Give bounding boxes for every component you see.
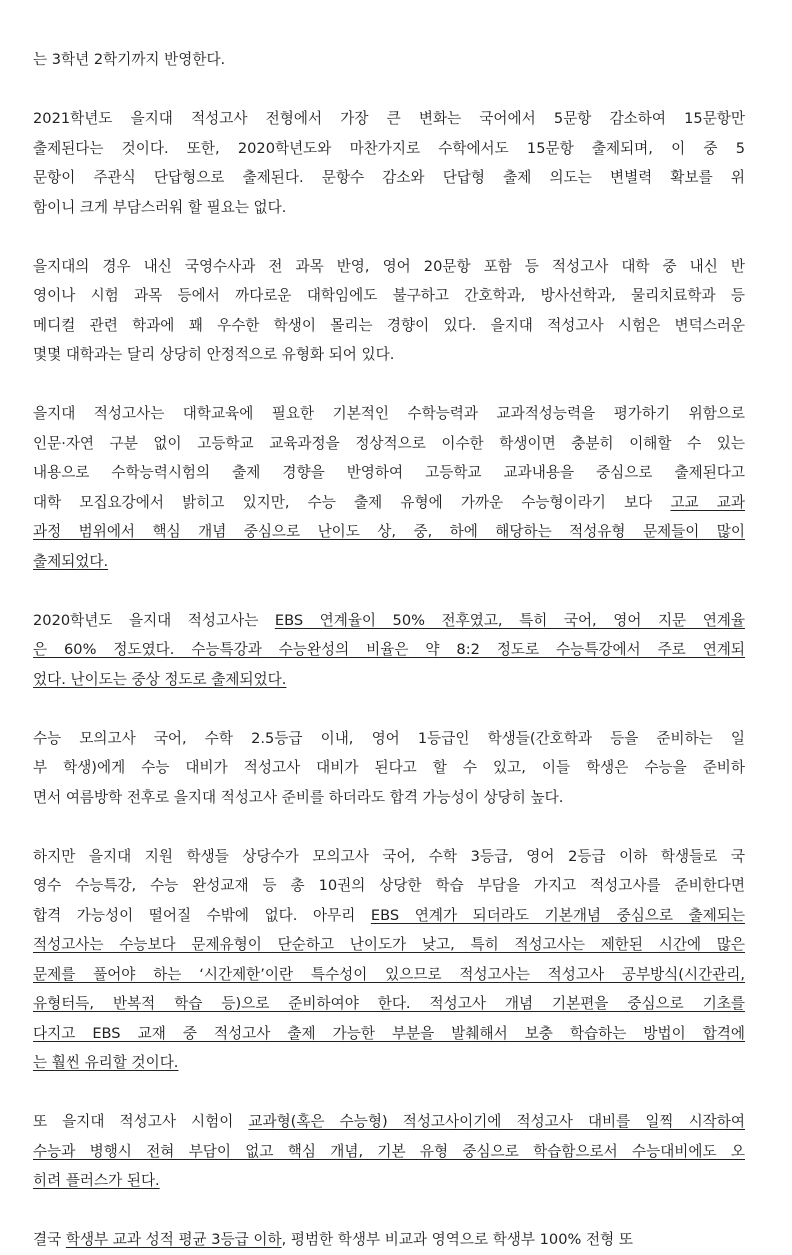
paragraph-gap <box>33 576 745 606</box>
text-line <box>33 429 745 459</box>
paragraph-gap <box>33 1196 745 1226</box>
underlined-text: 히려 플러스가 된다. <box>33 1172 160 1189</box>
text-line <box>33 547 745 577</box>
text-line <box>33 1107 745 1137</box>
paragraph-gap <box>33 75 745 105</box>
paragraph <box>33 724 745 813</box>
body-text: 문항이 주관식 단답형으로 출제된다. 문항수 감소와 단답형 출제 의도는 변별력 확보를 위 <box>33 169 745 186</box>
underlined-text: 문제를 풀어야 하는 ‘시간제한’이란 특수성이 있으므로 적성고사는 적성고사 공부방식(시간관리, <box>33 965 745 983</box>
body-text: 결국 <box>33 1231 66 1248</box>
body-text: 2021학년도 을지대 적성고사 전형에서 가장 큰 변화는 국어에서 5문항 감소하여 15문항만 <box>33 110 745 127</box>
paragraph <box>33 252 745 370</box>
paragraph <box>33 104 745 222</box>
text-line <box>33 1137 745 1167</box>
underlined-text: 은 60% 정도였다. 수능특강과 수능완성의 비율은 약 8:2 정도로 수능특강에서 주로 연계되 <box>33 641 745 658</box>
paragraph <box>33 606 745 695</box>
body-text: 출제된다는 것이다. 또한, 2020학년도와 마찬가지로 수학에서도 15문항 출제되며, 이 중 5 <box>33 139 745 157</box>
body-text: 면서 여름방학 전후로 을지대 적성고사 준비를 하더라도 합격 가능성이 상당히 높다. <box>33 788 564 806</box>
paragraph <box>33 1107 745 1196</box>
paragraph-gap <box>33 694 745 724</box>
underlined-text: 는 훨씬 유리할 것이다. <box>33 1054 179 1071</box>
text-line <box>33 753 745 783</box>
text-line <box>33 252 745 282</box>
body-text: 는 3학년 2학기까지 반영한다. <box>33 51 226 68</box>
text-line <box>33 606 745 636</box>
text-line <box>33 134 745 164</box>
text-line <box>33 488 745 518</box>
body-text: 영이나 시험 과목 등에서 까다로운 대학임에도 불구하고 간호학과, 방사선학과, 물리치료학과 등 <box>33 287 745 304</box>
body-text: 수능 모의고사 국어, 수학 2.5등급 이내, 영어 1등급인 학생들(간호학과 등을 준비하는 일 <box>33 729 745 747</box>
underlined-text: 다지고 EBS 교재 중 적성고사 출제 가능한 부분을 발췌해서 보충 학습하는 방법이 합격에 <box>33 1024 745 1042</box>
paragraph <box>33 45 745 75</box>
paragraph-gap <box>33 1078 745 1108</box>
text-line <box>33 901 745 931</box>
text-line <box>33 311 745 341</box>
text-line <box>33 1166 745 1196</box>
text-line <box>33 193 745 223</box>
body-text: 을지대의 경우 내신 국영수사과 전 과목 반영, 영어 20문항 포함 등 적성고사 대학 중 내신 반 <box>33 257 745 275</box>
body-text: 합격 가능성이 떨어질 수밖에 없다. 아무리 <box>33 906 371 924</box>
body-text: 인문·자연 구분 없이 고등학교 교육과정을 정상적으로 이수한 학생이면 충분히 이해할 수 있는 <box>33 434 745 452</box>
underlined-text: 교과형(혹은 수능형) 적성고사이기에 적성고사 대비를 일찍 시작하여 <box>248 1113 745 1130</box>
text-line <box>33 989 745 1019</box>
body-text: 메디컬 관련 학과에 꽤 우수한 학생이 몰리는 경향이 있다. 을지대 적성고사 시험은 변덕스러운 <box>33 316 745 334</box>
text-line <box>33 635 745 665</box>
body-text: 하지만 을지대 지원 학생들 상당수가 모의고사 국어, 수학 3등급, 영어 2등급 이하 학생들로 국 <box>33 847 745 865</box>
body-text: 부 학생)에게 수능 대비가 적성고사 대비가 된다고 할 수 있고, 이들 학생은 수능을 준비하 <box>33 759 745 776</box>
text-line <box>33 871 745 901</box>
underlined-text: EBS 연계율이 50% 전후였고, 특히 국어, 영어 지문 연계율 <box>274 611 745 629</box>
paragraph <box>33 842 745 1078</box>
paragraph-gap <box>33 222 745 252</box>
underlined-text: 출제되었다. <box>33 552 109 570</box>
text-line <box>33 930 745 960</box>
text-line <box>33 1048 745 1078</box>
paragraph-gap <box>33 370 745 400</box>
body-text: 대학 모집요강에서 밝히고 있지만, 수능 출제 유형에 가까운 수능형이라기 보다 <box>33 493 671 511</box>
text-line <box>33 842 745 872</box>
article-body <box>33 45 745 1255</box>
underlined-text: 수능과 병행시 전혀 부담이 없고 핵심 개념, 기본 유형 중심으로 학습함으로서 수능대비에도 오 <box>33 1142 745 1160</box>
underlined-text: 학생부 교과 성적 평균 3등급 이하 <box>65 1231 282 1248</box>
text-line <box>33 724 745 754</box>
text-line <box>33 665 745 695</box>
underlined-text: EBS 연계가 되더라도 기본개념 중심으로 출제되는 <box>370 906 745 924</box>
paragraph-gap <box>33 812 745 842</box>
underlined-text: 었다. 난이도는 중상 정도로 출제되었다. <box>33 670 287 688</box>
underlined-text: 고교 교과 <box>670 493 745 511</box>
underlined-text: 유형터득, 반복적 학습 등)으로 준비하여야 한다. 적성고사 개념 기본편을 중심으로 기초를 <box>33 995 745 1012</box>
text-line <box>33 104 745 134</box>
body-text: 을지대 적성고사는 대학교육에 필요한 기본적인 수학능력과 교과적성능력을 평가하기 위함으로 <box>33 405 745 422</box>
text-line <box>33 960 745 990</box>
body-text: 영수 수능특강, 수능 완성교재 등 총 10권의 상당한 학습 부담을 가지고 적성고사를 준비한다면 <box>33 877 745 894</box>
body-text: 몇몇 대학과는 달리 상당히 안정적으로 유형화 되어 있다. <box>33 346 395 363</box>
text-line <box>33 1019 745 1049</box>
text-line <box>33 1225 745 1255</box>
text-line <box>33 783 745 813</box>
text-line <box>33 517 745 547</box>
body-text: 내용으로 수학능력시험의 출제 경향을 반영하여 고등학교 교과내용을 중심으로 출제된다고 <box>33 464 745 481</box>
paragraph <box>33 399 745 576</box>
text-line <box>33 45 745 75</box>
text-line <box>33 340 745 370</box>
text-line <box>33 458 745 488</box>
text-line <box>33 399 745 429</box>
body-text: , 평범한 학생부 비교과 영역으로 학생부 100% 전형 또 <box>281 1231 633 1248</box>
body-text: 또 을지대 적성고사 시험이 <box>33 1113 249 1130</box>
underlined-text: 과정 범위에서 핵심 개념 중심으로 난이도 상, 중, 하에 해당하는 적성유형 문제들이 많이 <box>33 523 745 540</box>
body-text: 2020학년도 을지대 적성고사는 <box>33 611 275 629</box>
text-line <box>33 163 745 193</box>
paragraph <box>33 1225 745 1255</box>
text-line <box>33 281 745 311</box>
underlined-text: 적성고사는 수능보다 문제유형이 단순하고 난이도가 낮고, 특히 적성고사는 제한된 시간에 많은 <box>33 936 745 953</box>
body-text: 함이니 크게 부담스러워 할 필요는 없다. <box>33 198 287 216</box>
